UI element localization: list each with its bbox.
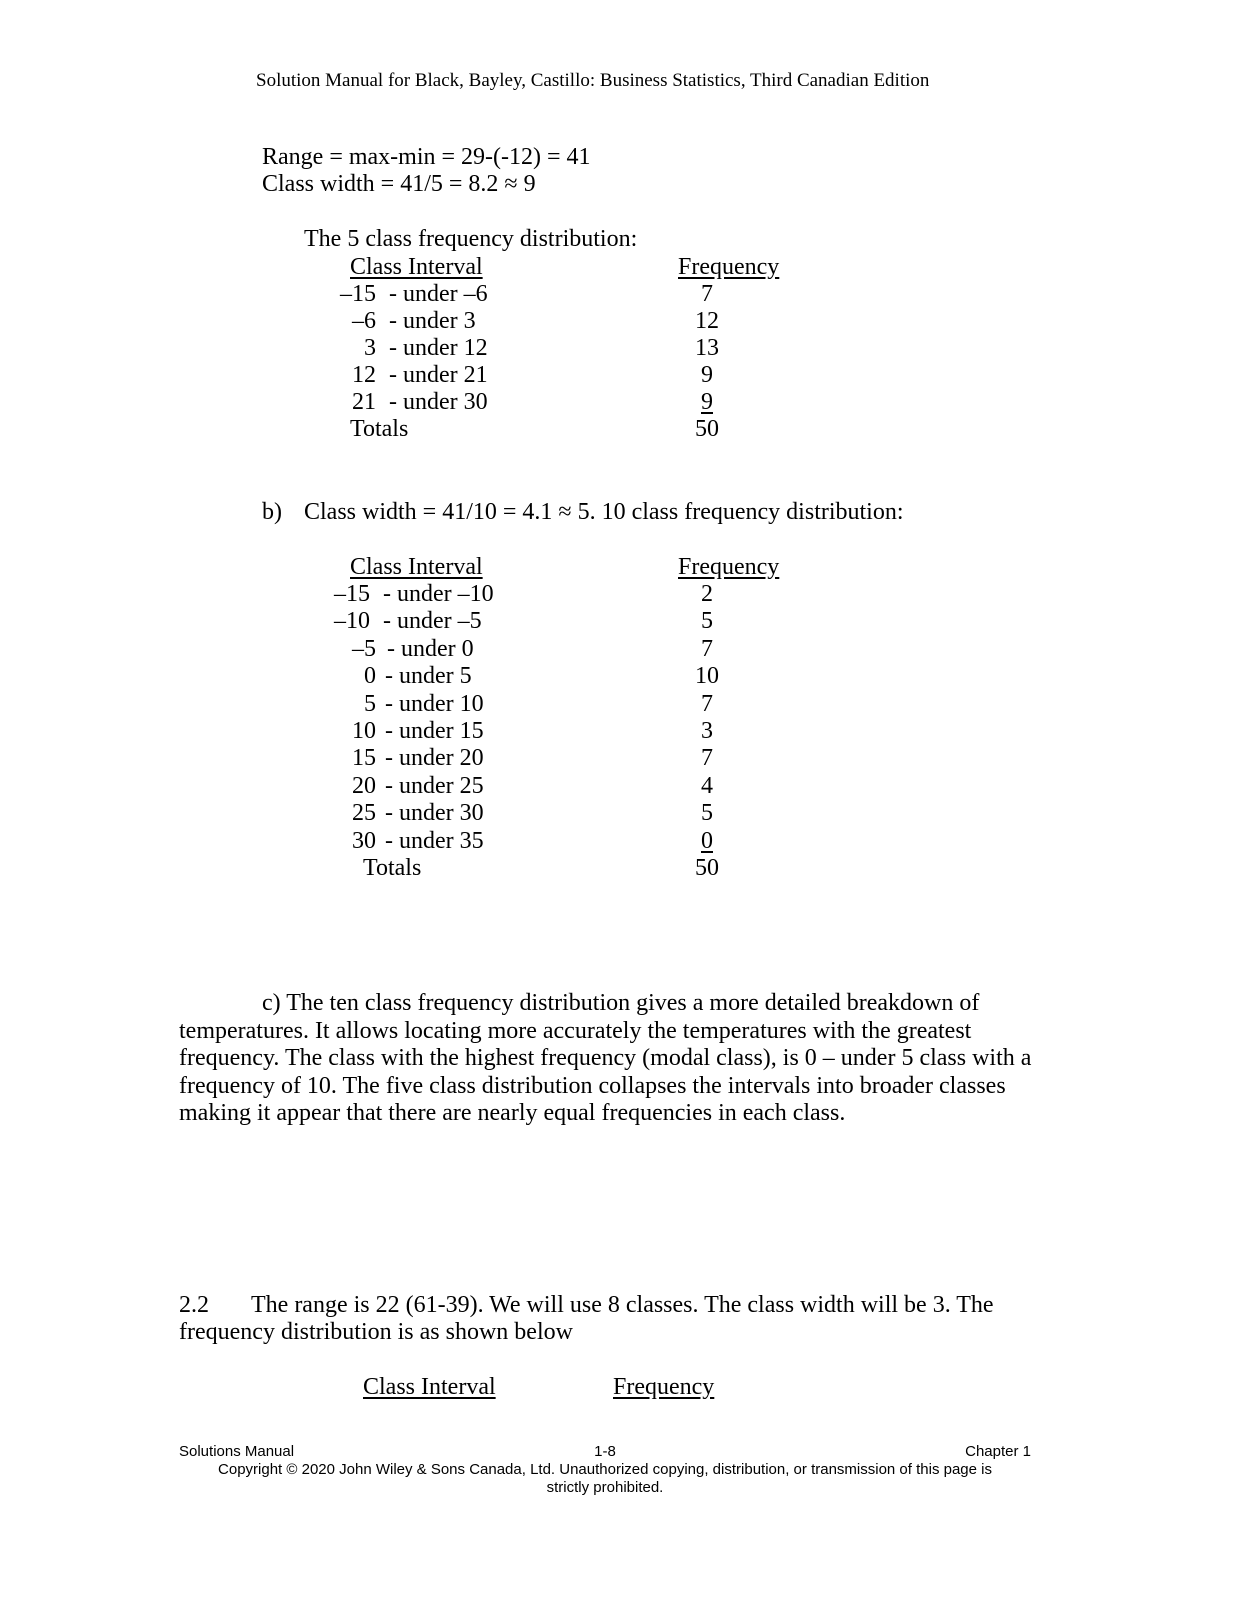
interval-upper: - under 25 (385, 772, 484, 799)
interval-upper: - under 15 (385, 718, 484, 744)
interval-upper: - under –10 (383, 581, 494, 607)
interval-lower: –15 (334, 581, 370, 607)
ten-class-table (0, 582, 1236, 857)
frequency-value: 12 (695, 308, 719, 334)
ten-class-interval-header: Class Interval (350, 554, 483, 580)
interval-lower: 12 (352, 362, 376, 388)
frequency-value: 9 (701, 389, 713, 415)
table-row (0, 282, 1236, 309)
frequency-value: 13 (695, 335, 719, 361)
five-class-intro: The 5 class frequency distribution: (304, 226, 638, 252)
frequency-value: 5 (701, 800, 713, 827)
part-c-line-5: making it appear that there are nearly equal frequencies in each class. (179, 1100, 846, 1126)
footer-copyright-line-2: strictly prohibited. (546, 1479, 664, 1496)
interval-upper: - under –5 (383, 608, 482, 635)
five-class-totals-value: 50 (695, 416, 719, 442)
part-c-line-1: c) The ten class frequency distribution gives a more detailed breakdown of (262, 990, 980, 1016)
part-b-text: Class width = 41/10 = 4.1 ≈ 5. 10 class frequency distribution: (304, 499, 904, 525)
interval-upper: - under 20 (385, 745, 484, 772)
footer-copyright-line-1: Copyright © 2020 John Wiley & Sons Canada, Ltd. Unauthorized copying, distribution, or transmission of this page is (218, 1461, 992, 1478)
problem-number: 2.2 (179, 1292, 209, 1318)
range-line: Range = max-min = 29-(-12) = 41 (262, 144, 591, 170)
frequency-value: 3 (701, 718, 713, 744)
table-row (0, 309, 1236, 336)
interval-lower: 5 (364, 690, 376, 717)
ten-class-totals-value: 50 (695, 855, 719, 881)
five-class-interval-header: Class Interval (350, 254, 483, 280)
interval-upper: - under 3 (389, 308, 476, 334)
interval-upper: - under 35 (385, 827, 484, 854)
table-row (0, 582, 1236, 609)
interval-lower: 25 (352, 800, 376, 827)
part-c-line-2: temperatures. It allows locating more accurately the temperatures with the greatest (179, 1017, 972, 1044)
table-row (0, 692, 1236, 719)
table-row (0, 363, 1236, 390)
part-c-line-4: frequency of 10. The five class distribution collapses the intervals into broader classes (179, 1072, 1006, 1099)
frequency-value: 7 (701, 690, 713, 717)
frequency-value: 9 (701, 362, 713, 388)
part-b-label: b) (262, 499, 282, 525)
interval-upper: - under 21 (389, 362, 488, 388)
table-row (0, 390, 1236, 417)
interval-lower: –10 (334, 608, 370, 635)
five-class-totals-label: Totals (350, 416, 409, 442)
interval-lower: –6 (352, 308, 376, 334)
footer-page-number: 1-8 (594, 1443, 616, 1460)
table-row (0, 336, 1236, 363)
interval-upper: - under 5 (385, 663, 472, 690)
interval-upper: - under 10 (385, 690, 484, 717)
frequency-value: 7 (701, 635, 713, 662)
problem-2-2-line-1: The range is 22 (61-39). We will use 8 classes. The class width will be 3. The (251, 1292, 994, 1318)
problem-2-2-interval-header: Class Interval (363, 1374, 496, 1400)
interval-upper: - under 30 (389, 389, 488, 415)
frequency-value: 0 (701, 827, 713, 854)
frequency-value: 7 (701, 281, 713, 307)
table-row (0, 774, 1236, 801)
interval-upper: - under 30 (385, 800, 484, 827)
five-class-table (0, 282, 1236, 422)
interval-lower: 21 (352, 389, 376, 415)
interval-lower: 15 (352, 745, 376, 772)
frequency-value: 5 (701, 608, 713, 635)
interval-lower: –5 (352, 635, 376, 662)
table-row (0, 664, 1236, 691)
interval-lower: 30 (352, 827, 376, 854)
problem-2-2-frequency-header: Frequency (613, 1374, 715, 1400)
class-width-line: Class width = 41/5 = 8.2 ≈ 9 (262, 171, 536, 197)
table-row (0, 719, 1236, 746)
footer-right: Chapter 1 (965, 1443, 1031, 1460)
interval-lower: 3 (364, 335, 376, 361)
interval-lower: 0 (364, 663, 376, 690)
table-row (0, 609, 1236, 636)
frequency-value: 4 (701, 772, 713, 799)
five-class-frequency-header: Frequency (678, 254, 780, 280)
frequency-value: 10 (695, 663, 719, 690)
frequency-value: 7 (701, 745, 713, 772)
table-row (0, 829, 1236, 856)
running-header: Solution Manual for Black, Bayley, Castillo: Business Statistics, Third Canadian Edition (256, 70, 930, 91)
interval-upper: - under –6 (389, 281, 488, 307)
table-row (0, 637, 1236, 664)
interval-lower: –15 (340, 281, 376, 307)
interval-upper: - under 0 (387, 635, 474, 662)
ten-class-frequency-header: Frequency (678, 554, 780, 580)
problem-2-2-line-2: frequency distribution is as shown below (179, 1319, 573, 1345)
table-row (0, 746, 1236, 773)
footer-left: Solutions Manual (179, 1443, 295, 1460)
part-c-line-3: frequency. The class with the highest frequency (modal class), is 0 – under 5 class with a (179, 1045, 1032, 1071)
interval-upper: - under 12 (389, 335, 488, 361)
interval-lower: 10 (352, 718, 376, 744)
interval-lower: 20 (352, 772, 376, 799)
table-row (0, 801, 1236, 828)
frequency-value: 2 (701, 581, 713, 607)
ten-class-totals-label: Totals (363, 855, 422, 881)
